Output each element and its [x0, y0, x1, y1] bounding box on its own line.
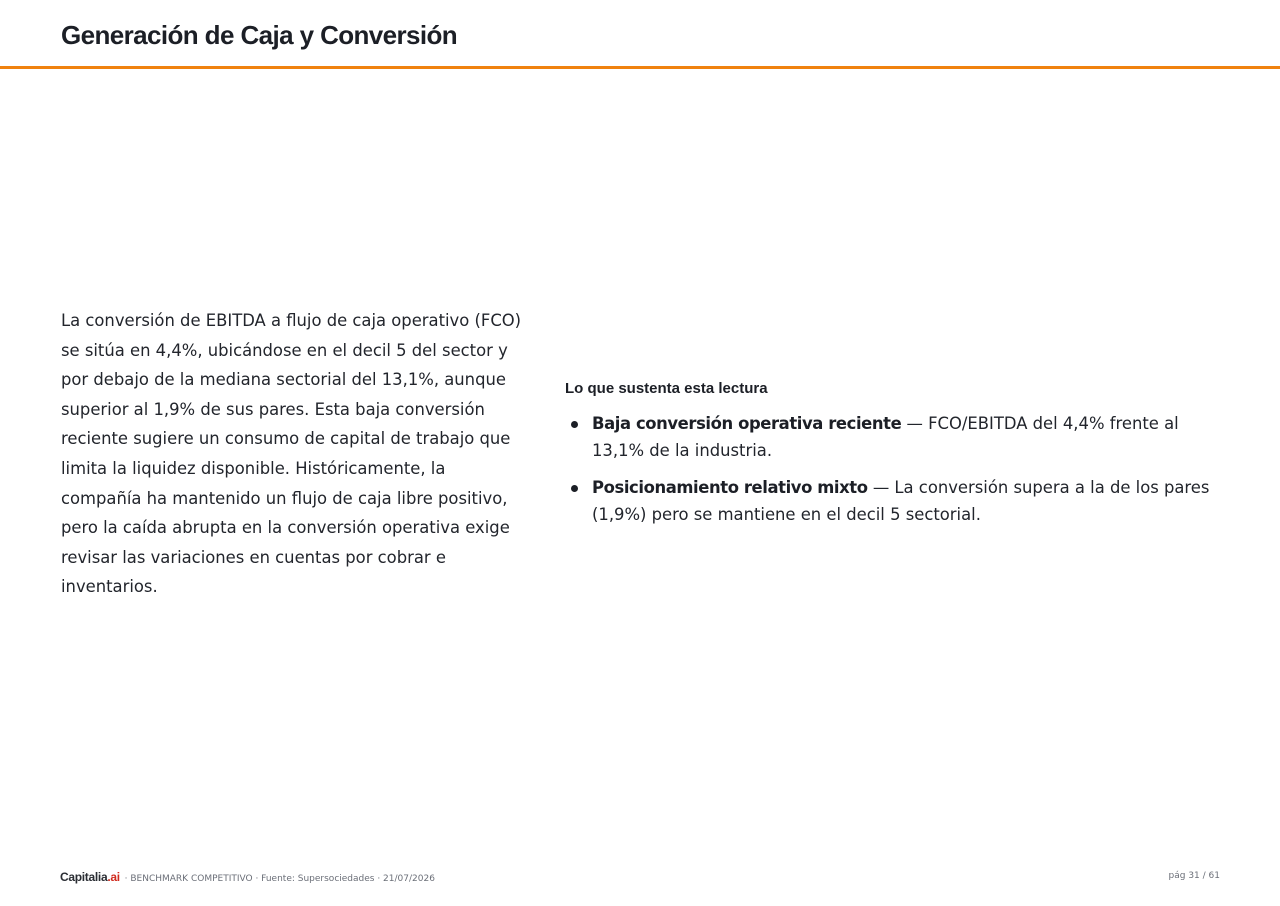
footer-meta: · BENCHMARK COMPETITIVO · Fuente: Supersociedades · 21/07/2026	[121, 874, 435, 884]
page-title: Generación de Caja y Conversión	[61, 20, 458, 50]
bullet-term: Baja conversión operativa reciente	[592, 414, 902, 433]
bullet-icon	[571, 485, 578, 492]
brand-logo	[60, 870, 120, 884]
brand-name: Capitalia	[60, 870, 108, 884]
bullet-term: Posicionamiento relativo mixto	[592, 478, 868, 497]
list-item	[565, 474, 1215, 528]
footer-left	[60, 870, 435, 884]
list-item	[565, 410, 1215, 464]
bullet-icon	[571, 421, 578, 428]
brand-suffix: .ai	[107, 870, 120, 884]
bullet-text: — FCO/EBITDA del 4,4% frente al 13,1% de la industria.	[592, 414, 1179, 460]
page-footer	[60, 870, 1220, 886]
page-header	[0, 0, 1280, 69]
supporting-points-list	[565, 410, 1215, 528]
analysis-paragraph: La conversión de EBITDA a flujo de caja operativo (FCO) se sitúa en 4,4%, ubicándose en el decil 5 del sector y por debajo de la mediana sectorial del 13,1%, aunque superior al 1,9% de sus pares. Esta baja conversión reciente sugiere un consumo de capital de trabajo que limita la liquidez disponible. Históricamente, la compañía ha mantenido un flujo de caja libre positivo, pero la caída abrupta en la conversión operativa exige revisar las variaciones en cuentas por cobrar e inventarios.	[61, 311, 522, 597]
supporting-points	[565, 380, 1215, 538]
bullet-text: — La conversión supera a la de los pares (1,9%) pero se mantiene en el decil 5 sectorial.	[592, 478, 1210, 524]
page-number: pág 31 / 61	[1168, 871, 1220, 881]
supporting-points-heading: Lo que sustenta esta lectura	[565, 380, 768, 397]
